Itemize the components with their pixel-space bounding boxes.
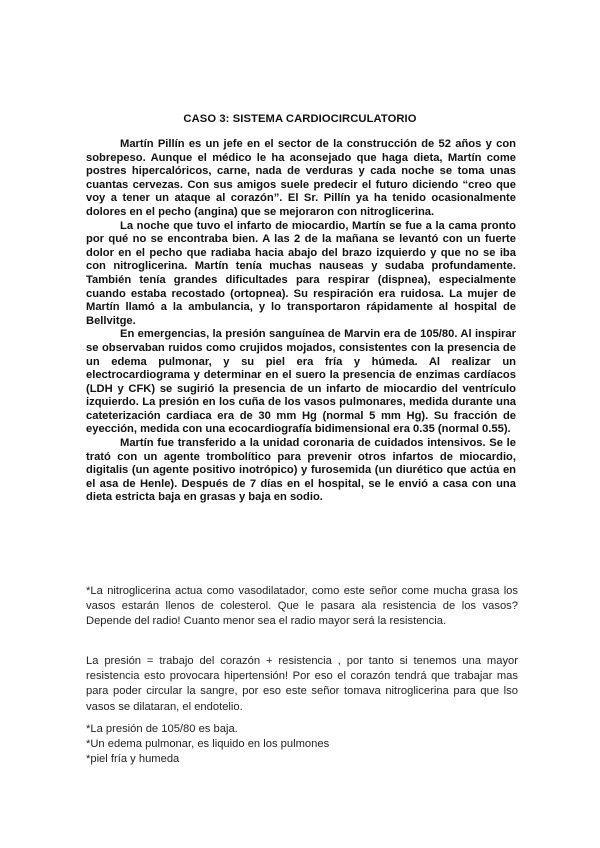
case-paragraph: Martín Pillín es un jefe en el sector de la construcción de 52 años y con sobrepeso. Aunque el médico le ha aconsejado que haga dieta, Martín come postres hipercalóricos, carne, nada de verduras y cada noche se toma unas cuantas cervezas. Con sus amigos suele predecir el futuro diciendo “creo que voy a tener un ataque al corazón”. El Sr. Pillín ya ha tenido ocasionalmente dolores en el pecho (angina) que se mejoraron con nitroglicerina. (86, 138, 516, 218)
case-paragraph: La noche que tuvo el infarto de miocardio, Martín se fue a la cama pronto por qué no se encontraba bien. A las 2 de la mañana se levantó con un fuerte dolor en el pecho que radiaba hacia abajo del brazo izquierdo y que no se iba con nitroglicerina. Martín tenía muchas nauseas y sudaba profundamente. También tenía grandes dificultades para respirar (dispnea), especialmente cuando estaba recostado (ortopnea). Su respiración era ruidosa. La mujer de Martín llamó a la ambulancia, y lo transportaron rápidamente al hospital de Bellvitge. (86, 219, 516, 327)
case-paragraph: En emergencias, la presión sanguínea de Marvin era de 105/80. Al inspirar se observaban ruidos como crujidos mojados, consistentes con la presencia de un edema pulmonar, y su piel era fría y húmeda. Al realizar un electrocardiograma y determinar en el suero la presencia de enzimas cardíacos (LDH y CFK) se sugirió la presencia de un infarto de miocardio del ventrículo izquierdo. La presión en los cuña de los vasos pulmonares, medida durante una cateterización cardiaca era de 30 mm Hg (normal 5 mm Hg). Su fracción de eyección, medida con una ecocardiografía bidimensional era 0.35 (normal 0.55). (86, 328, 516, 436)
case-paragraph: Martín fue transferido a la unidad coronaria de cuidados intensivos. Se le trató con un agente trombolítico para prevenir otros infartos de miocardio, digitalis (un agente positivo inotrópico) y furosemida (un diurético que actúa en el asa de Henle). Después de 7 días en el hospital, se le envió a casa con una dieta estricta baja en grasas y baja en sodio. (86, 437, 516, 504)
note-list-item: *Un edema pulmonar, es liquido en los pulmones (86, 738, 330, 751)
note-text: La presión = trabajo del corazón + resistencia , por tanto si tenemos una mayor resistencia esto provocara hipertensión! Por eso el corazón tendrá que trabajar mas para poder circular la sangre, por eso este señor tomava nitroglicerina para que lso vasos se dilataran, el endotelio. (86, 655, 518, 713)
document-title: CASO 3: SISTEMA CARDIOCIRCULATORIO (183, 113, 417, 125)
note-text: *La nitroglicerina actua como vasodilatador, como este señor come mucha grasa los vasos estarán llenos de colesterol. Que le pasara ala resistencia de los vasos? Depende del radio! Cuanto menor sea el radio mayor será la resistencia. (86, 585, 518, 628)
note-list (86, 722, 518, 768)
note-list-item: *La presión de 105/80 es baja. (86, 723, 238, 735)
note-nitroglycerin (86, 584, 518, 630)
note-pressure (86, 654, 518, 715)
case-text (86, 138, 516, 505)
note-list-item: *piel fría y humeda (86, 753, 180, 766)
